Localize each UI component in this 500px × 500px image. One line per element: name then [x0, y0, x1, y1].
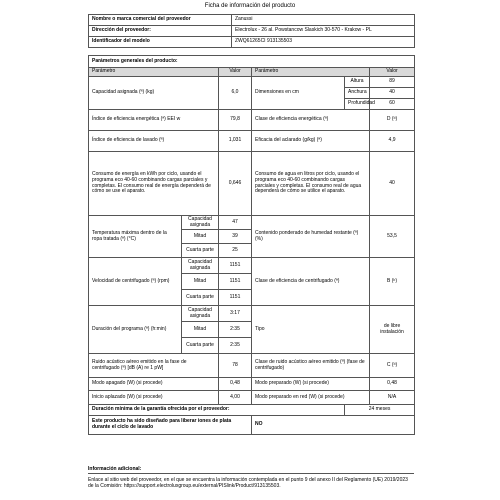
rinse-value: 4,9	[370, 131, 415, 152]
noise-class-value: C (ᵇ)	[370, 354, 415, 378]
energy-class-label: Clase de eficiencia energética (ª)	[252, 110, 370, 131]
duration-capacity-value: 3:17	[219, 306, 252, 322]
header-value-right: Valor	[370, 68, 415, 77]
depth-label: Profundidad	[345, 99, 370, 110]
energy-consumption-label: Consumo de energía en kWh por ciclo, usando el programa eco 40-60 combinando cargas parciales y completas. El consumo real de energía dependerá de cómo se use el aparato.	[89, 152, 219, 216]
eei-label: Índice de eficiencia energética (ª) EEI w	[89, 110, 219, 131]
spin-class-value: B (ᵇ)	[370, 258, 415, 306]
capacity-label: Capacidad asignada (ª) (kg)	[89, 77, 219, 110]
model-identifier-value: ZWQ61265CI 913135503	[232, 37, 415, 48]
off-mode-value: 0,48	[219, 378, 252, 391]
spin-capacity-label: Capacidad asignada	[182, 258, 219, 274]
temp-half-value: 39	[219, 230, 252, 244]
noise-label: Ruido acústico aéreo emitido en la fase de centrifugado (ª) [dB (A) re 1 pW]	[89, 354, 219, 378]
network-standby-label: Modo preparado en red (W) (si procede)	[252, 391, 370, 405]
capacity-value: 6,0	[219, 77, 252, 110]
water-consumption-value: 40	[370, 152, 415, 216]
standby-label: Modo preparado (W) (si procede)	[252, 378, 370, 391]
temp-quarter-label: Cuarta parte	[182, 244, 219, 258]
additional-information-text: Enlace al sitio web del proveedor, en el que se encuentra la información contemplada en el punto 9 del anexo II del Reglamento (UE) 2019/2023 de la Comisión: https://support.electroluxgroup.eu/external/PISlink/Product/913135503.	[88, 477, 408, 489]
duration-label: Duración del programa (ª) (h:min)	[89, 306, 182, 354]
header-param-left: Parámetro	[89, 68, 219, 77]
duration-capacity-label: Capacidad asignada	[182, 306, 219, 322]
type-label: Tipo	[252, 306, 370, 354]
depth-value: 60	[370, 99, 415, 110]
page-title: Ficha de información del producto	[204, 3, 296, 9]
off-mode-label: Modo apagado (W) (si procede)	[89, 378, 219, 391]
temp-capacity-value: 47	[219, 216, 252, 230]
supplier-address-value: Electrolux - 26 al. Powstancow Slaskich 30-570 - Krakow - PL	[232, 26, 415, 37]
noise-value: 78	[219, 354, 252, 378]
silver-ions-label: Este producto ha sido diseñado para liberar iones de plata durante el ciclo de lavado	[89, 416, 252, 435]
height-label: Altura	[345, 77, 370, 88]
standby-value: 0,48	[370, 378, 415, 391]
duration-quarter-label: Cuarta parte	[182, 338, 219, 354]
spin-quarter-label: Cuarta parte	[182, 290, 219, 306]
width-value: 40	[370, 88, 415, 99]
header-param-right: Parámetro	[252, 68, 370, 77]
moisture-label: Contenido ponderado de humedad restante (ª) (%)	[252, 216, 370, 258]
network-standby-value: N/A	[370, 391, 415, 405]
eei-value: 79,8	[219, 110, 252, 131]
supplier-name-label: Nombre o marca comercial del proveedor	[89, 15, 232, 26]
width-label: Anchura	[345, 88, 370, 99]
rinse-label: Eficacia del aclarado (g/kg) (ª)	[252, 131, 370, 152]
energy-class-value: D (ᵇ)	[370, 110, 415, 131]
supplier-address-label: Dirección del proveedor:	[89, 26, 232, 37]
noise-class-label: Clase de ruido acústico aéreo emitido (ª) (fase de centrifugado)	[252, 354, 370, 378]
supplier-table	[88, 14, 415, 48]
type-value: de libre instalación	[370, 306, 415, 354]
temperature-label: Temperatura máxima dentro de la ropa tratada (ª) (°C)	[89, 216, 182, 258]
model-identifier-label: Identificador del modelo	[89, 37, 232, 48]
temp-quarter-value: 25	[219, 244, 252, 258]
spin-class-label: Clase de eficiencia de centrifugado (ª)	[252, 258, 370, 306]
spin-half-value: 1151	[219, 274, 252, 290]
silver-ions-value: NO	[252, 416, 415, 435]
temp-half-label: Mitad	[182, 230, 219, 244]
moisture-value: 53,5	[370, 216, 415, 258]
temp-capacity-label: Capacidad asignada	[182, 216, 219, 230]
supplier-name-value: Zanussi	[232, 15, 415, 26]
height-value: 89	[370, 77, 415, 88]
header-value-left: Valor	[219, 68, 252, 77]
duration-half-label: Mitad	[182, 322, 219, 338]
additional-information-heading: Información adicional:	[88, 466, 414, 474]
additional-information	[88, 466, 414, 489]
duration-quarter-value: 2:35	[219, 338, 252, 354]
wash-index-label: Índice de eficiencia de lavado (ª)	[89, 131, 219, 152]
delay-start-value: 4,00	[219, 391, 252, 405]
duration-half-value: 2:35	[219, 322, 252, 338]
water-consumption-label: Consumo de agua en litros por ciclo, usando el programa eco 40-60 combinando cargas parciales y completas. El consumo real de agua dependerá de cómo se utilice el aparato.	[252, 152, 370, 216]
delay-start-label: Inicio aplazado (W) (si procede)	[89, 391, 219, 405]
spin-capacity-value: 1151	[219, 258, 252, 274]
spin-half-label: Mitad	[182, 274, 219, 290]
warranty-value: 24 meses	[345, 405, 415, 416]
warranty-label: Duración mínima de la garantía ofrecida por el proveedor:	[89, 405, 345, 416]
spin-quarter-value: 1151	[219, 290, 252, 306]
wash-index-value: 1,031	[219, 131, 252, 152]
dimensions-label: Dimensiones en cm	[252, 77, 345, 110]
spin-speed-label: Velocidad de centrifugado (ª) (rpm)	[89, 258, 182, 306]
general-parameters-table	[88, 55, 415, 435]
section-title: Parámetros generales del producto:	[89, 56, 415, 68]
energy-consumption-value: 0,646	[219, 152, 252, 216]
